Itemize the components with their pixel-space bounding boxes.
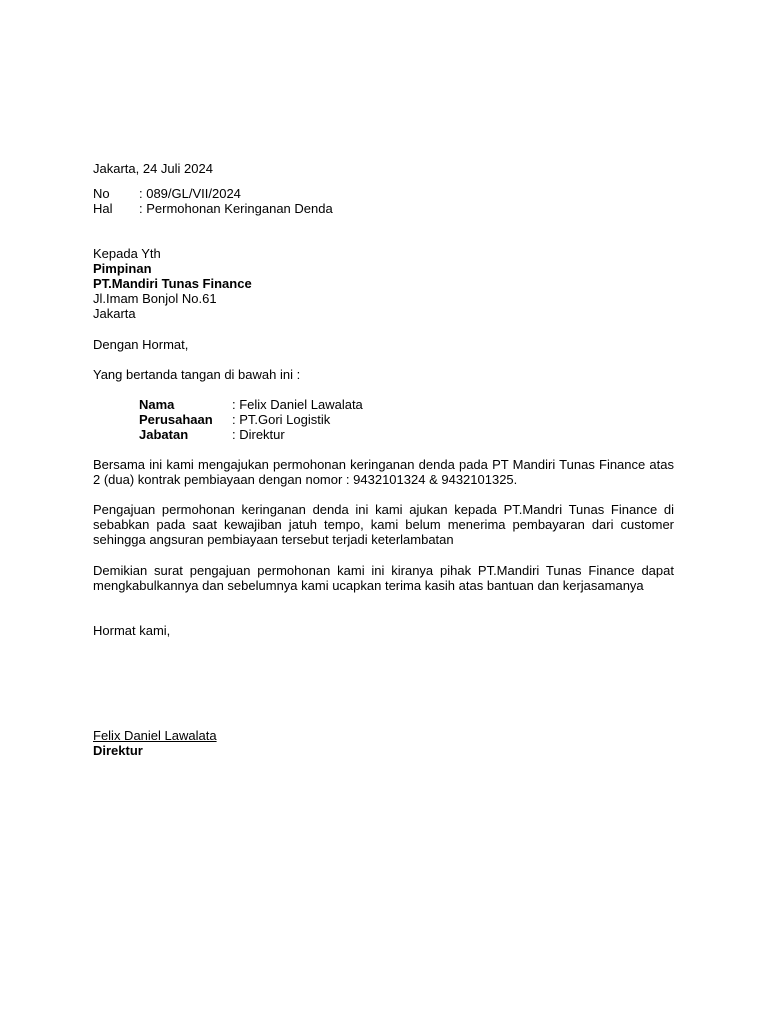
signatory-position: Direktur	[93, 743, 143, 758]
recipient-address: Jl.Imam Bonjol No.61	[93, 291, 217, 306]
signatory-name: Felix Daniel Lawalata	[93, 728, 217, 743]
identity-name-value: : Felix Daniel Lawalata	[232, 397, 363, 412]
reference-subject-label: Hal	[93, 201, 113, 216]
identity-company-label: Perusahaan	[139, 412, 213, 427]
identity-company-value: : PT.Gori Logistik	[232, 412, 331, 427]
identity-position-value: : Direktur	[232, 427, 285, 442]
recipient-title: Pimpinan	[93, 261, 152, 276]
paragraph-reason-line: sehingga angsuran pembiayaan tersebut terjadi keterlambatan	[93, 532, 454, 547]
place-date: Jakarta, 24 Juli 2024	[93, 161, 213, 176]
reference-no-label: No	[93, 186, 110, 201]
paragraph-request	[93, 457, 674, 487]
reference-subject-value: : Permohonan Keringanan Denda	[139, 201, 333, 216]
paragraph-reason	[93, 502, 674, 547]
reference-no-value: : 089/GL/VII/2024	[139, 186, 241, 201]
paragraph-reason-line: sebabkan pada saat kewajiban jatuh tempo, kami belum menerima pembayaran dari customer	[93, 517, 674, 532]
identity-name-label: Nama	[139, 397, 175, 412]
recipient-company: PT.Mandiri Tunas Finance	[93, 276, 252, 291]
paragraph-request-line: 2 (dua) kontrak pembiayaan dengan nomor : 9432101324 & 9432101325.	[93, 472, 518, 487]
intro-text: Yang bertanda tangan di bawah ini :	[93, 367, 301, 382]
paragraph-request-line: Bersama ini kami mengajukan permohonan keringanan denda pada PT Mandiri Tunas Finance atas	[93, 457, 674, 472]
identity-position-label: Jabatan	[139, 427, 189, 442]
closing-salutation: Hormat kami,	[93, 623, 171, 638]
greeting: Dengan Hormat,	[93, 337, 189, 352]
recipient-city: Jakarta	[93, 306, 136, 321]
paragraph-closing	[93, 563, 674, 593]
paragraph-reason-line: Pengajuan permohonan keringanan denda ini kami ajukan kepada PT.Mandri Tunas Finance di	[93, 502, 674, 517]
paragraph-closing-line: Demikian surat pengajuan permohonan kami ini kiranya pihak PT.Mandiri Tunas Finance dapat	[93, 563, 674, 578]
recipient-salutation: Kepada Yth	[93, 246, 161, 261]
paragraph-closing-line: mengkabulkannya dan sebelumnya kami ucapkan terima kasih atas bantuan dan kerjasamanya	[93, 578, 644, 593]
